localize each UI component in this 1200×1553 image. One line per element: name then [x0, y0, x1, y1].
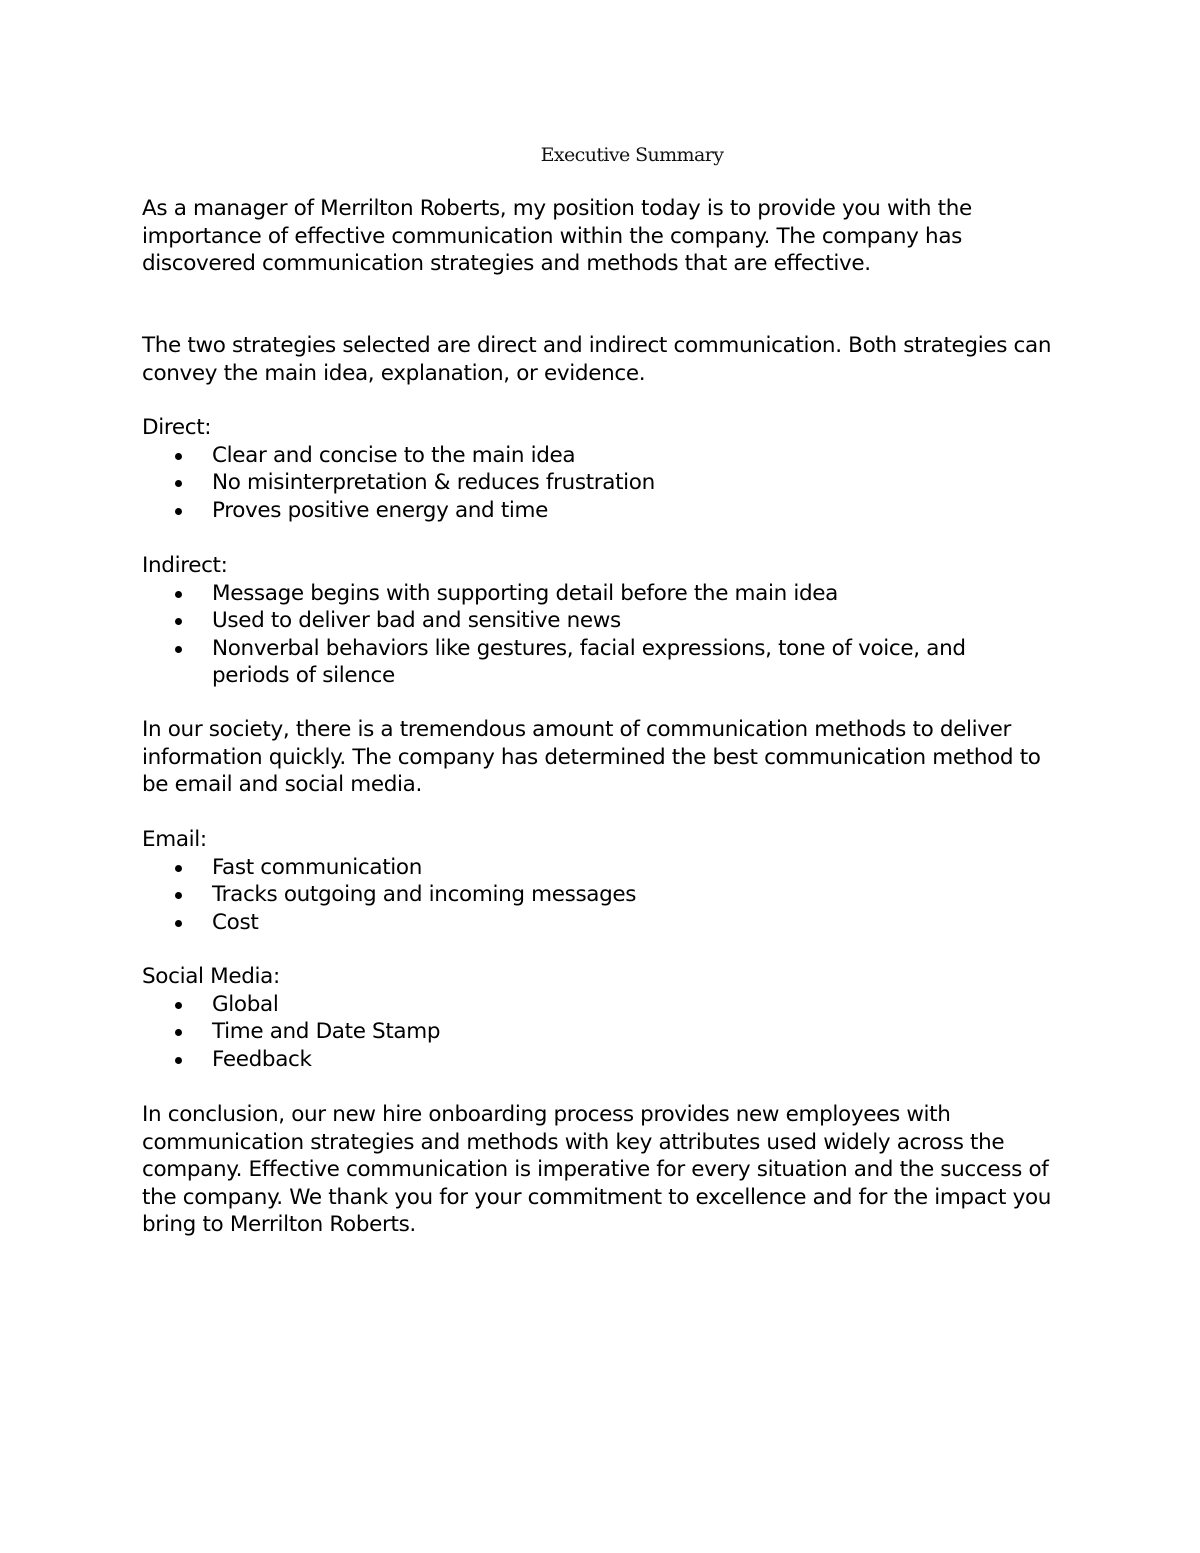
methods-paragraph: In our society, there is a tremendous amount of communication methods to deliver information quickly. The company has determined the best communication method to be email and social media. [142, 717, 1041, 797]
social-media-label: Social Media: [142, 964, 280, 989]
bullet-icon [175, 892, 182, 899]
social-media-section [142, 963, 1012, 1073]
list-item [142, 469, 1012, 497]
strategies-paragraph: The two strategies selected are direct and indirect communication. Both strategies can convey the main idea, explanation, or evidence. [142, 333, 1052, 386]
indirect-label: Indirect: [142, 553, 228, 578]
list-item-text: Tracks outgoing and incoming messages [212, 882, 637, 907]
bullet-icon [175, 920, 182, 927]
email-section [142, 826, 1012, 936]
social-media-list [142, 991, 1012, 1074]
bullet-icon [175, 480, 182, 487]
list-item [142, 497, 1012, 525]
list-item-text: Message begins with supporting detail before the main idea [212, 580, 838, 606]
list-item-text: Fast communication [212, 854, 423, 880]
list-item-text: Feedback [212, 1046, 312, 1072]
bullet-icon [175, 865, 182, 872]
bullet-icon [175, 618, 182, 625]
list-item [142, 1018, 1012, 1046]
list-item-text: Cost [212, 909, 259, 935]
direct-section [142, 414, 1012, 524]
bullet-icon [175, 1002, 182, 1009]
document-title: Executive Summary [540, 144, 724, 166]
direct-list [142, 442, 1012, 525]
conclusion-paragraph: In conclusion, our new hire onboarding process provides new employees with communication strategies and methods with key attributes used widely across the company. Effective communication is imperative for every situation and the success of the company. We thank you for your commitment to excellence and for the impact you bring to Merrilton Roberts. [142, 1102, 1052, 1237]
list-item [142, 1046, 1012, 1074]
list-item-text: Time and Date Stamp [212, 1019, 441, 1044]
list-item-text: Nonverbal behaviors like gestures, facial expressions, tone of voice, and periods of silence [212, 635, 966, 688]
bullet-icon [175, 508, 182, 515]
list-item-text: No misinterpretation & reduces frustration [212, 470, 655, 495]
list-item-text: Clear and concise to the main idea [212, 442, 576, 468]
list-item [142, 580, 1012, 608]
list-item [142, 991, 1012, 1019]
email-list [142, 854, 1012, 937]
indirect-list [142, 580, 1012, 690]
intro-paragraph: As a manager of Merrilton Roberts, my position today is to provide you with the importance of effective communication within the company. The company has discovered communication strategies and methods that are effective. [142, 196, 972, 276]
list-item [142, 909, 1012, 937]
list-item-text: Used to deliver bad and sensitive news [212, 608, 621, 633]
direct-label: Direct: [142, 415, 212, 440]
list-item [142, 635, 1012, 690]
bullet-icon [175, 646, 182, 653]
bullet-icon [175, 1029, 182, 1036]
list-item [142, 881, 1012, 909]
list-item-text: Proves positive energy and time [212, 497, 549, 523]
bullet-icon [175, 453, 182, 460]
email-label: Email: [142, 827, 207, 852]
bullet-icon [175, 591, 182, 598]
bullet-icon [175, 1057, 182, 1064]
list-item [142, 442, 1012, 470]
list-item [142, 607, 1012, 635]
list-item [142, 854, 1012, 882]
list-item-text: Global [212, 991, 279, 1017]
indirect-section [142, 552, 1012, 690]
